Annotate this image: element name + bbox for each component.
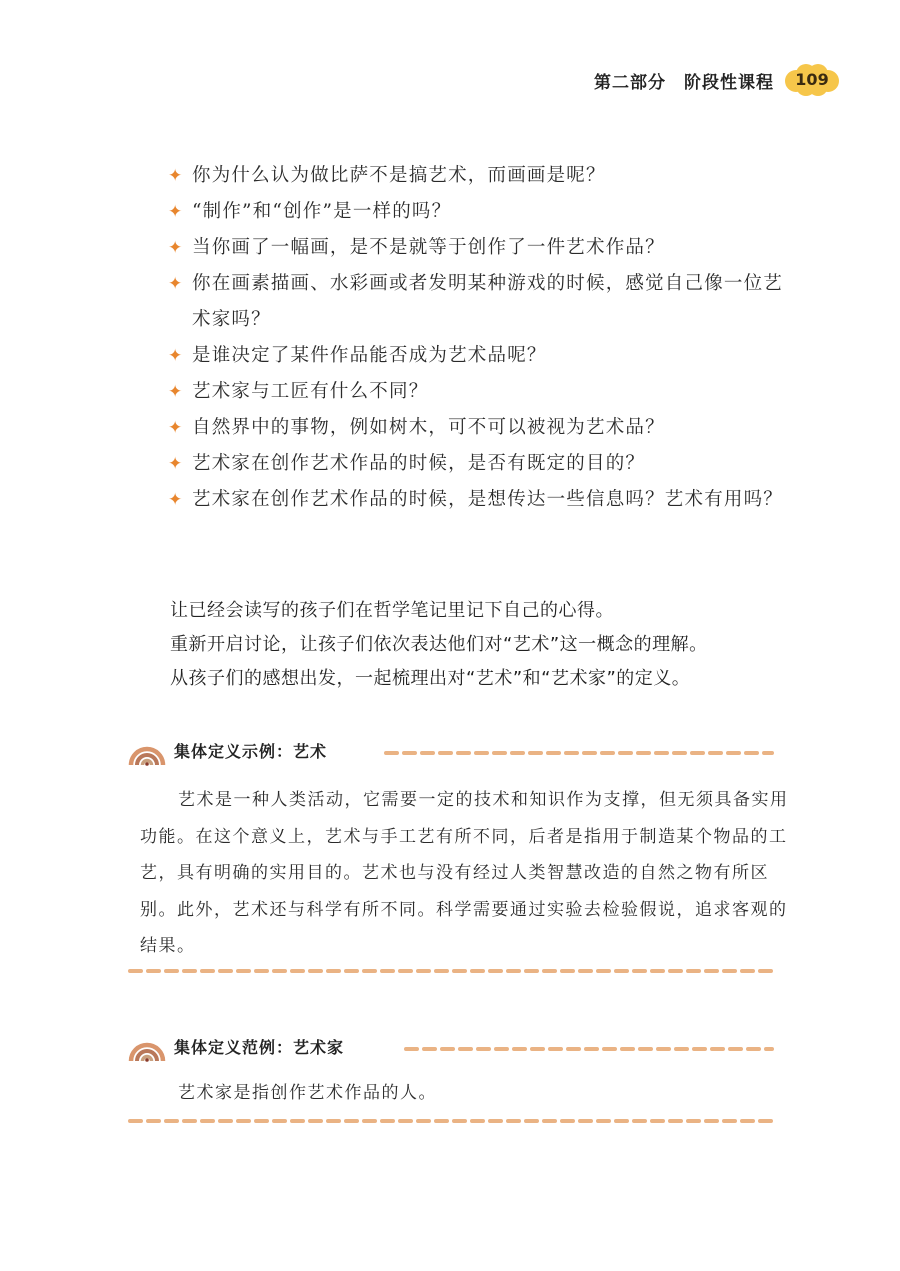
- star-bullet-icon: ✦: [168, 238, 184, 258]
- question-item: [168, 194, 788, 230]
- dashed-divider: [384, 750, 774, 756]
- star-bullet-icon: ✦: [168, 418, 184, 438]
- question-text: “制作”和“创作”是一样的吗？: [192, 201, 452, 222]
- definition-heading-artist: [128, 1030, 344, 1062]
- question-text: 艺术家与工匠有什么不同？: [192, 381, 429, 402]
- question-text: 艺术家在创作艺术作品的时候，是想传达一些信息吗？艺术有用吗？: [192, 489, 784, 510]
- rainbow-icon: [128, 734, 166, 766]
- star-bullet-icon: ✦: [168, 274, 184, 294]
- section-label: 阶段性课程: [684, 72, 774, 93]
- question-item: [168, 158, 788, 194]
- star-bullet-icon: ✦: [168, 346, 184, 366]
- question-item: [168, 230, 788, 266]
- question-text: 艺术家在创作艺术作品的时候，是否有既定的目的？: [192, 453, 646, 474]
- definition-heading-art: [128, 734, 327, 766]
- question-item: [168, 482, 788, 518]
- question-item: [168, 338, 788, 374]
- question-text: 当你画了一幅画，是不是就等于创作了一件艺术作品？: [192, 237, 665, 258]
- definition-title: 集体定义范例：艺术家: [174, 1037, 345, 1057]
- rainbow-icon: [128, 1030, 166, 1062]
- star-bullet-icon: ✦: [168, 166, 184, 186]
- definition-body: 艺术家是指创作艺术作品的人。: [178, 1083, 437, 1103]
- question-item: [168, 410, 788, 446]
- part-label: 第二部分: [594, 72, 666, 93]
- discussion-questions: [168, 158, 788, 518]
- question-text: 自然界中的事物，例如树木，可不可以被视为艺术品？: [192, 417, 665, 438]
- star-bullet-icon: ✦: [168, 382, 184, 402]
- page-number: 109: [795, 70, 829, 89]
- running-header: [594, 62, 840, 98]
- star-bullet-icon: ✦: [168, 202, 184, 222]
- star-bullet-icon: ✦: [168, 490, 184, 510]
- question-text: 你为什么认为做比萨不是搞艺术，而画画是呢？: [192, 165, 606, 186]
- question-text: 你在画素描画、水彩画或者发明某种游戏的时候，感觉自己像一位艺术家吗？: [192, 273, 784, 330]
- dashed-divider: [128, 1118, 776, 1124]
- question-item: [168, 266, 788, 338]
- page-number-badge: [784, 62, 840, 98]
- star-bullet-icon: ✦: [168, 454, 184, 474]
- question-item: [168, 446, 788, 482]
- question-text: 是谁决定了某件作品能否成为艺术品呢？: [192, 345, 547, 366]
- instruction-line: 从孩子们的感想出发，一起梳理出对“艺术”和“艺术家”的定义。: [170, 668, 691, 689]
- dashed-divider: [404, 1046, 774, 1052]
- definition-title: 集体定义示例：艺术: [174, 741, 328, 761]
- question-item: [168, 374, 788, 410]
- instruction-line: 重新开启讨论，让孩子们依次表达他们对“艺术”这一概念的理解。: [170, 634, 708, 655]
- instructions: [170, 594, 810, 696]
- dashed-divider: [128, 968, 776, 974]
- instruction-line: 让已经会读写的孩子们在哲学笔记里记下自己的心得。: [170, 600, 614, 621]
- definition-body: 艺术是一种人类活动，它需要一定的技术和知识作为支撑，但无须具备实用功能。在这个意义上，艺术与手工艺有所不同，后者是指用于制造某个物品的工艺，具有明确的实用目的。艺术也与没有经过人类智慧改造的自然之物有所区别。此外，艺术还与科学有所不同。科学需要通过实验去检验假说，追求客观的结果。: [140, 790, 789, 956]
